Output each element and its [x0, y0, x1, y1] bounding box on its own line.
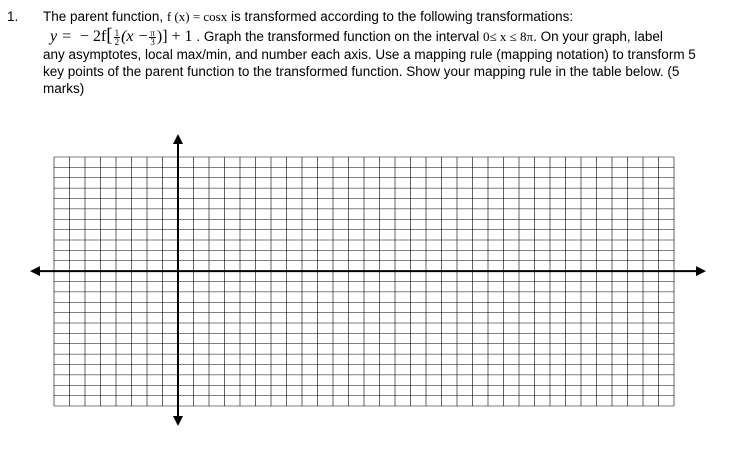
- eq-frac-half: $\frac{1}{2}$: [114, 27, 120, 47]
- graph-instruction: . Graph the transformed function on the interval: [196, 28, 480, 44]
- question-number: 1.: [7, 9, 19, 24]
- eq-lhs: y =: [50, 28, 72, 46]
- x-axis-right-arrow-icon: [696, 266, 706, 276]
- interval: 0≤ x ≤ 8π: [483, 28, 534, 44]
- eq-coef: − 2f: [79, 28, 107, 46]
- y-axis-down-arrow-icon: [173, 416, 183, 426]
- eq-close: )]: [156, 28, 168, 46]
- y-axis-up-arrow-icon: [173, 134, 183, 144]
- question-line-5: marks): [43, 81, 85, 96]
- eq-inner: (x −: [121, 28, 149, 46]
- intro-text: The parent function,: [43, 9, 164, 24]
- parent-function: f (x) = cosx: [166, 9, 228, 24]
- graph-instruction-tail: . On your graph, label: [533, 28, 663, 44]
- eq-shift: + 1: [171, 28, 193, 46]
- transformed-equation: y = − 2f[ $\frac{1}{2}$ (x − $\frac{\pi}{3}$ )] + 1: [50, 25, 193, 47]
- intro-tail: is transformed according to the following transformations:: [231, 9, 574, 24]
- x-axis-left-arrow-icon: [30, 266, 40, 276]
- question-line-3: any asymptotes, local max/min, and number each axis. Use a mapping rule (mapping notation) to transform 5: [43, 47, 696, 62]
- eq-frac-pi-third: $\frac{\pi}{3}$: [150, 27, 155, 47]
- question-line-4: key points of the parent function to the transformed function. Show your mapping rule in the table below. (5: [43, 64, 680, 79]
